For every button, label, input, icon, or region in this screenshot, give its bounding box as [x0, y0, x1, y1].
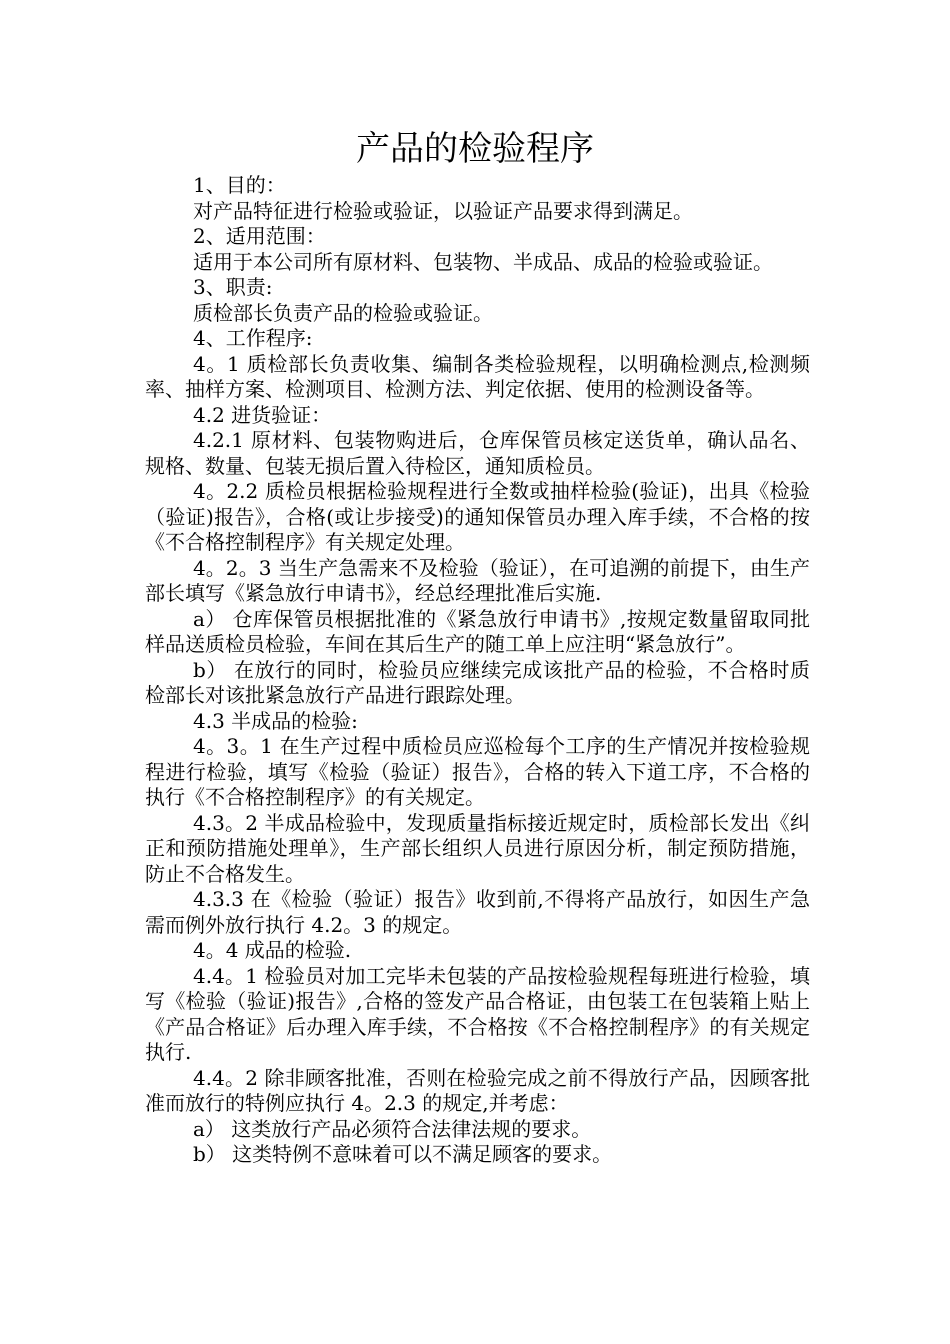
paragraph: a） 这类放行产品必须符合法律法规的要求。: [193, 1116, 592, 1141]
paragraph-4-heading: 4、工作程序:: [193, 326, 313, 350]
paragraph: 质检部长负责产品的检验或验证。: [193, 300, 493, 325]
paragraph: 适用于本公司所有原材料、包装物、半成品、成品的检验或验证。: [193, 249, 773, 274]
paragraph: 对产品特征进行检验或验证，以验证产品要求得到满足。: [193, 198, 693, 223]
paragraph: 4.3.3 在《检验（验证）报告》收到前,不得将产品放行，如因生产急需而例外放行执行 4.2。3 的规定。: [145, 887, 810, 937]
section-heading: 4.2 进货验证：: [193, 402, 332, 427]
paragraph: 4。2。3 当生产急需来不及检验（验证），在可追溯的前提下，由生产部长填写《紧急放行申请书》，经总经理批准后实施.: [145, 555, 810, 605]
paragraph-3-heading: 3、职责:: [193, 275, 273, 299]
paragraph: a） 仓库保管员根据批准的《紧急放行申请书》,按规定数量留取同批样品送质检员检验，车间在其后生产的随工单上应注明“紧急放行”。: [145, 606, 810, 656]
paragraph: b） 这类特例不意味着可以不满足顾客的要求。: [193, 1142, 613, 1166]
paragraph: 4.4。2 除非顾客批准，否则在检验完成之前不得放行产品，因顾客批准而放行的特例应执行 4。2.3 的规定,并考虑：: [145, 1065, 810, 1115]
section-heading: 4。4 成品的检验.: [193, 938, 352, 962]
paragraph: 4.3。2 半成品检验中，发现质量指标接近规定时，质检部长发出《纠正和预防措施处理单》，生产部长组织人员进行原因分析，制定预防措施，防止不合格发生。: [145, 810, 810, 886]
document-title: 产品的检验程序: [356, 129, 594, 169]
paragraph: 4。2.2 质检员根据检验规程进行全数或抽样检验(验证)，出具《检验（验证)报告》，合格(或让步接受)的通知保管员办理入库手续，不合格的按《不合格控制程序》有关规定处理。: [145, 479, 810, 554]
document-body: [145, 173, 810, 1168]
paragraph: 4.4。1 检验员对加工完毕未包装的产品按检验规程每班进行检验，填写《检验（验证)报告》,合格的签发产品合格证，由包装工在包装箱上贴上《产品合格证》后办理入库手续，不合格按《不合格控制程序》的有关规定执行.: [145, 963, 810, 1064]
paragraph-1-heading: 1、目的：: [193, 173, 286, 197]
section-heading: 4.3 半成品的检验:: [193, 708, 358, 733]
paragraph-2-heading: 2、适用范围：: [193, 224, 326, 248]
paragraph: 4.2.1 原材料、包装物购进后，仓库保管员核定送货单，确认品名、规格、数量、包装无损后置入待检区，通知质检员。: [145, 428, 810, 478]
paragraph: 4。3。1 在生产过程中质检员应巡检每个工序的生产情况并按检验规程进行检验，填写《检验（验证）报告》，合格的转入下道工序，不合格的执行《不合格控制程序》的有关规定。: [145, 734, 810, 809]
paragraph: 4。1 质检部长负责收集、编制各类检验规程，以明确检测点,检测频率、抽样方案、检测项目、检测方法、判定依据、使用的检测设备等。: [145, 351, 810, 401]
paragraph: b） 在放行的同时，检验员应继续完成该批产品的检验，不合格时质检部长对该批紧急放行产品进行跟踪处理。: [145, 657, 810, 707]
